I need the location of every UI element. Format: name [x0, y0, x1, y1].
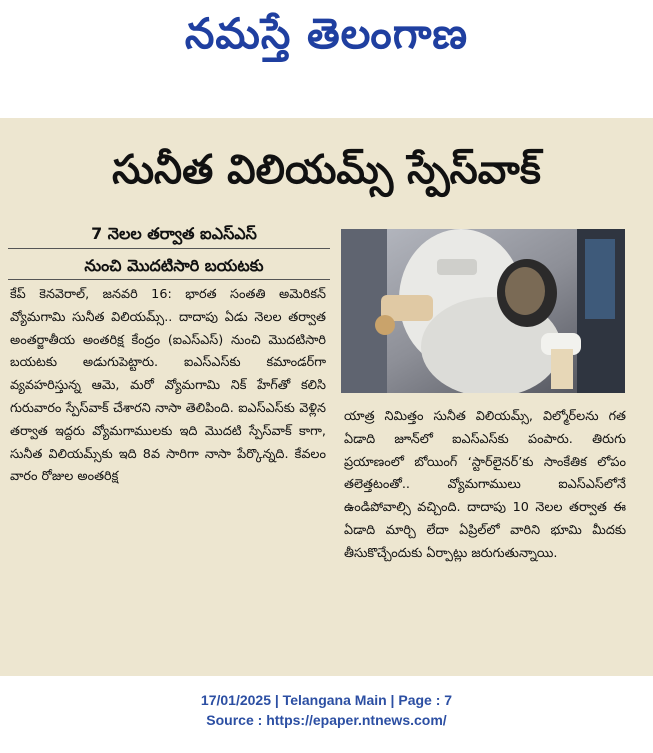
footer-source: Source : https://epaper.ntnews.com/ — [206, 712, 447, 728]
subheadline-divider — [8, 248, 330, 249]
article-subheadline-line1: 7 నెలల తర్వాత ఐఎస్ఎస్ — [91, 224, 257, 243]
footer — [0, 690, 653, 730]
article-clipping — [0, 118, 653, 676]
body-divider — [8, 279, 330, 280]
article-headline: సునీత విలియమ్స్ స్పేస్‌వాక్ — [112, 147, 541, 193]
masthead — [0, 0, 653, 78]
newspaper-logo: నమస్తే తెలంగాణ — [184, 9, 469, 58]
article-body-right-column: యాత్ర నిమిత్తం సునీత విలియమ్స్, విల్మోర్‌లను గత ఏడాది జూన్‌లో ఐఎస్ఎస్‌కు పంపారు. తిరుగు ప్రయాణంలో బోయింగ్ ‘స్టార్‌లైనర్’కు సాంకేతిక లోపం తలెత్తటంతో.. వ్యోమగాములు ఐఎస్ఎస్‌లోనే ఉండిపోవాల్సి వచ్చింది. దాదాపు 10 నెలల తర్వాత ఈ ఏడాది మార్చి లేదా ఏప్రిల్‌లో వారిని భూమి మీదకు తీసుకొచ్చేందుకు ఏర్పాట్లు జరుగుతున్నాయి. — [344, 409, 626, 561]
footer-date-edition: 17/01/2025 | Telangana Main | Page : 7 — [200, 692, 453, 708]
article-subheadline-line2: నుంచి మొదటిసారి బయటకు — [84, 256, 264, 275]
article-body-left-column: కేప్ కెనవెరాల్, జనవరి 16: భారత సంతతి అమెరికన్ వ్యోమగామి సునీత విలియమ్స్.. దాదాపు ఏడు నెలల తర్వాత అంతర్జాతీయ అంతరిక్ష కేంద్రం (ఐఎస్ఎస్) నుంచి మొదటిసారి బయటకు అడుగుపెట్టారు. ఐఎస్ఎస్‌కు కమాండర్‌గా వ్యవహరిస్తున్న ఆమె, మరో వ్యోమగామి నిక్ హేగ్‌తో కలిసి గురువారం స్పేస్‌వాక్ చేశారని నాసా తెలిపింది. ఐఎస్ఎస్‌కు వెళ్లిన తర్వాత ఇద్దరు వ్యోమగాములకు ఇది మొదటి స్పేస్‌వాక్ కాగా, సునీత విలియమ్స్‌కు ఇది 8వ సారిగా నాసా పేర్కొన్నది. కేవలం వారం రోజుల అంతరిక్ష — [10, 287, 326, 485]
astronaut-photo — [341, 229, 625, 393]
